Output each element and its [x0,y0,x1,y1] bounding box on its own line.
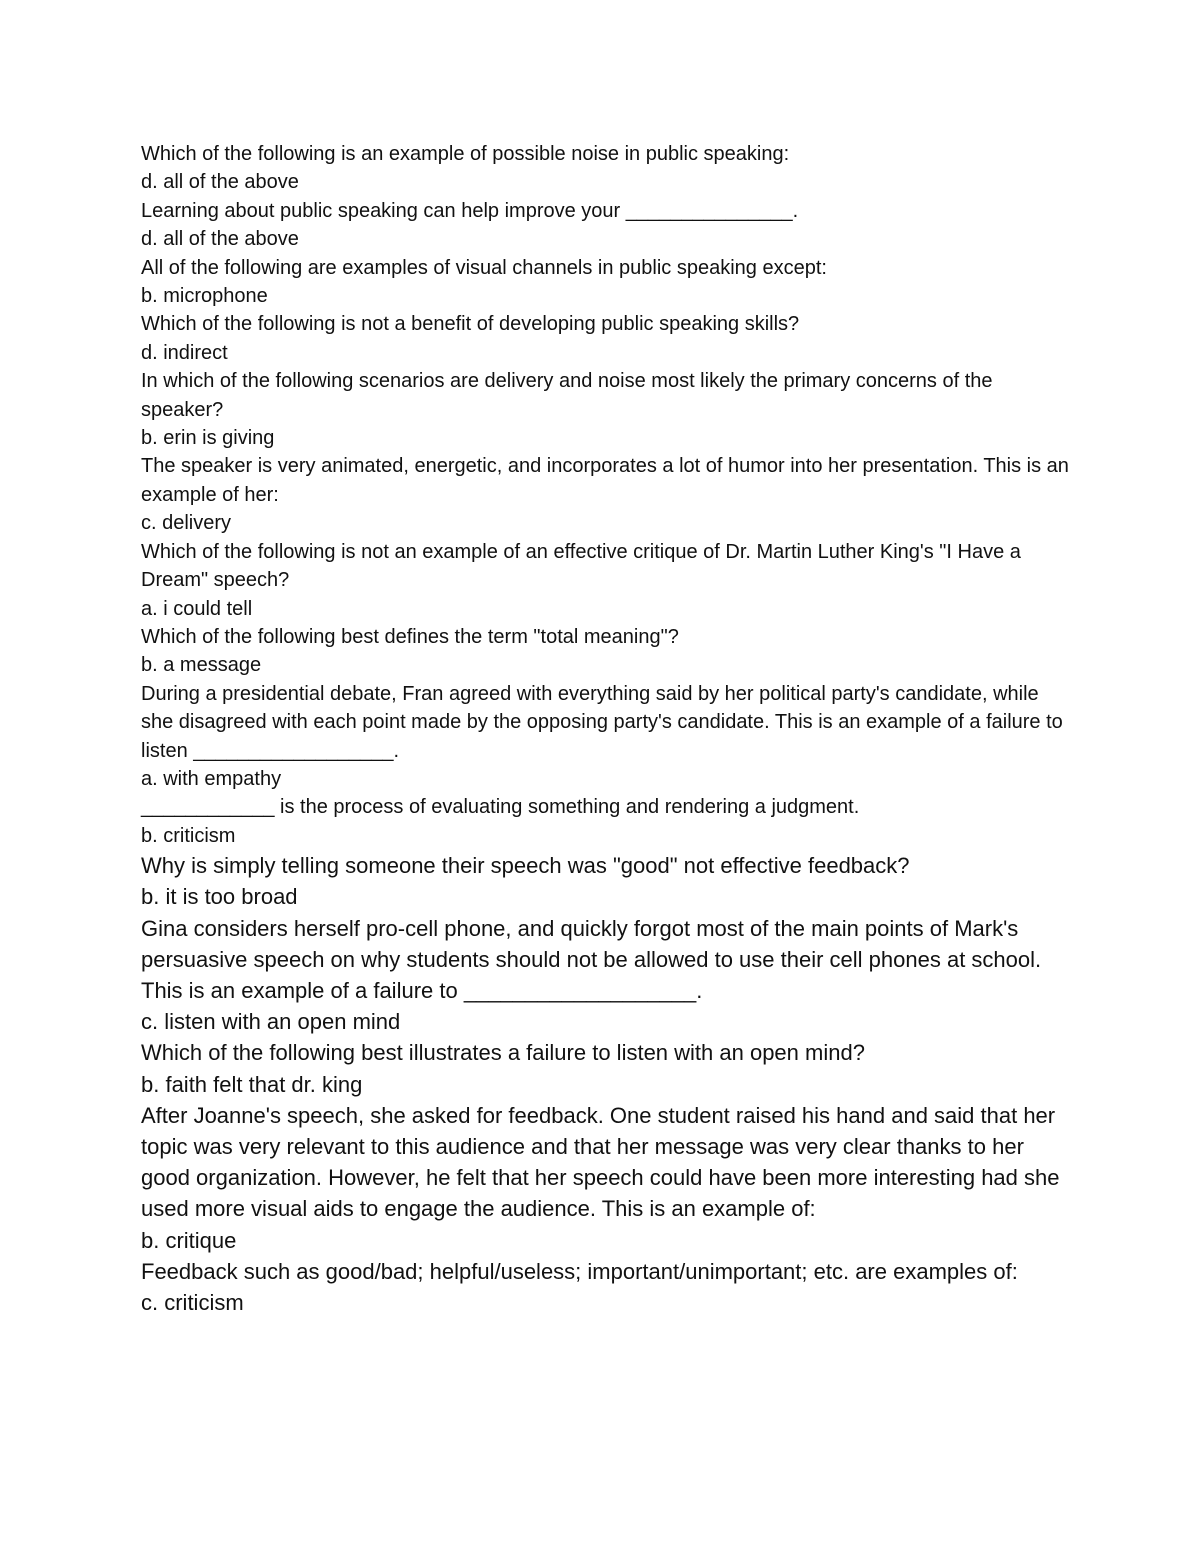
qa-item [141,254,1071,311]
answer-text: d. all of the above [141,228,299,251]
answer-text: c. delivery [141,512,232,535]
answer-text: d. all of the above [141,171,299,194]
answer-text: c. criticism [141,1290,244,1315]
question-text: Feedback such as good/bad; helpful/useless; important/unimportant; etc. are examples of: [141,1258,1018,1284]
question-text: Which of the following best illustrates a failure to listen with an open mind? [141,1040,865,1066]
answer-text: d. indirect [141,341,228,364]
qa-item [141,310,1071,367]
answer-text: b. it is too broad [141,884,298,910]
question-text: Gina considers herself pro-cell phone, and quickly forgot most of the main points of Mark's persuasive speech on why students should not be allowed to use their cell phones at school. This is an example of a failure to ___________________. [141,915,1047,1003]
answer-text: c. listen with an open mind [141,1009,401,1035]
question-text: Which of the following is not an example of an effective critique of Dr. Martin Luther King's "I Have a Dream" speech? [141,540,1027,592]
answer-text: b. erin is giving [141,427,275,450]
qa-item [141,1100,1071,1256]
question-text: During a presidential debate, Fran agreed with everything said by her political party's candidate, while she disagreed with each point made by the opposing party's candidate. This is an example of a failure to listen __________________. [141,682,1069,762]
qa-item [141,367,1071,452]
qa-item [141,793,1071,850]
answer-text: b. critique [141,1227,237,1253]
question-text: Which of the following best defines the term "total meaning"? [141,625,679,648]
quiz-content [141,140,1075,1318]
question-text: Which of the following is an example of possible noise in public speaking: [141,143,790,165]
answer-text: b. criticism [141,824,236,847]
qa-item [141,680,1071,794]
qa-item [141,623,1071,680]
qa-item [141,1037,1071,1099]
quiz-section-a [141,140,1075,850]
answer-text: b. microphone [141,285,268,308]
answer-text: a. with empathy [141,767,282,790]
quiz-section-b [141,850,1071,1318]
question-text: All of the following are examples of visual channels in public speaking except: [141,256,827,279]
question-text: Why is simply telling someone their speech was "good" not effective feedback? [141,853,910,879]
qa-item [141,538,1071,623]
answer-text: b. faith felt that dr. king [141,1071,363,1097]
answer-text: b. a message [141,654,262,677]
qa-item [141,197,1071,254]
qa-item [141,1256,1071,1318]
question-text: Which of the following is not a benefit of developing public speaking skills? [141,313,800,336]
question-text: After Joanne's speech, she asked for feedback. One student raised his hand and said that her topic was very relevant to this audience and that her message was very clear thanks to her good organization. However, he felt that her speech could have been more interesting had she used more visual aids to engage the audience. This is an example of: [141,1102,1066,1222]
question-text: ____________ is the process of evaluating something and rendering a judgment. [141,796,860,819]
qa-item [141,850,1071,912]
qa-item [141,913,1071,1038]
answer-text: a. i could tell [141,597,253,620]
question-text: In which of the following scenarios are delivery and noise most likely the primary concerns of the speaker? [141,370,999,421]
qa-item [141,452,1075,537]
question-text: Learning about public speaking can help improve your _______________. [141,199,799,222]
question-text: The speaker is very animated, energetic, and incorporates a lot of humor into her presentation. This is an example of her: [141,455,1075,506]
qa-item [141,140,1071,197]
